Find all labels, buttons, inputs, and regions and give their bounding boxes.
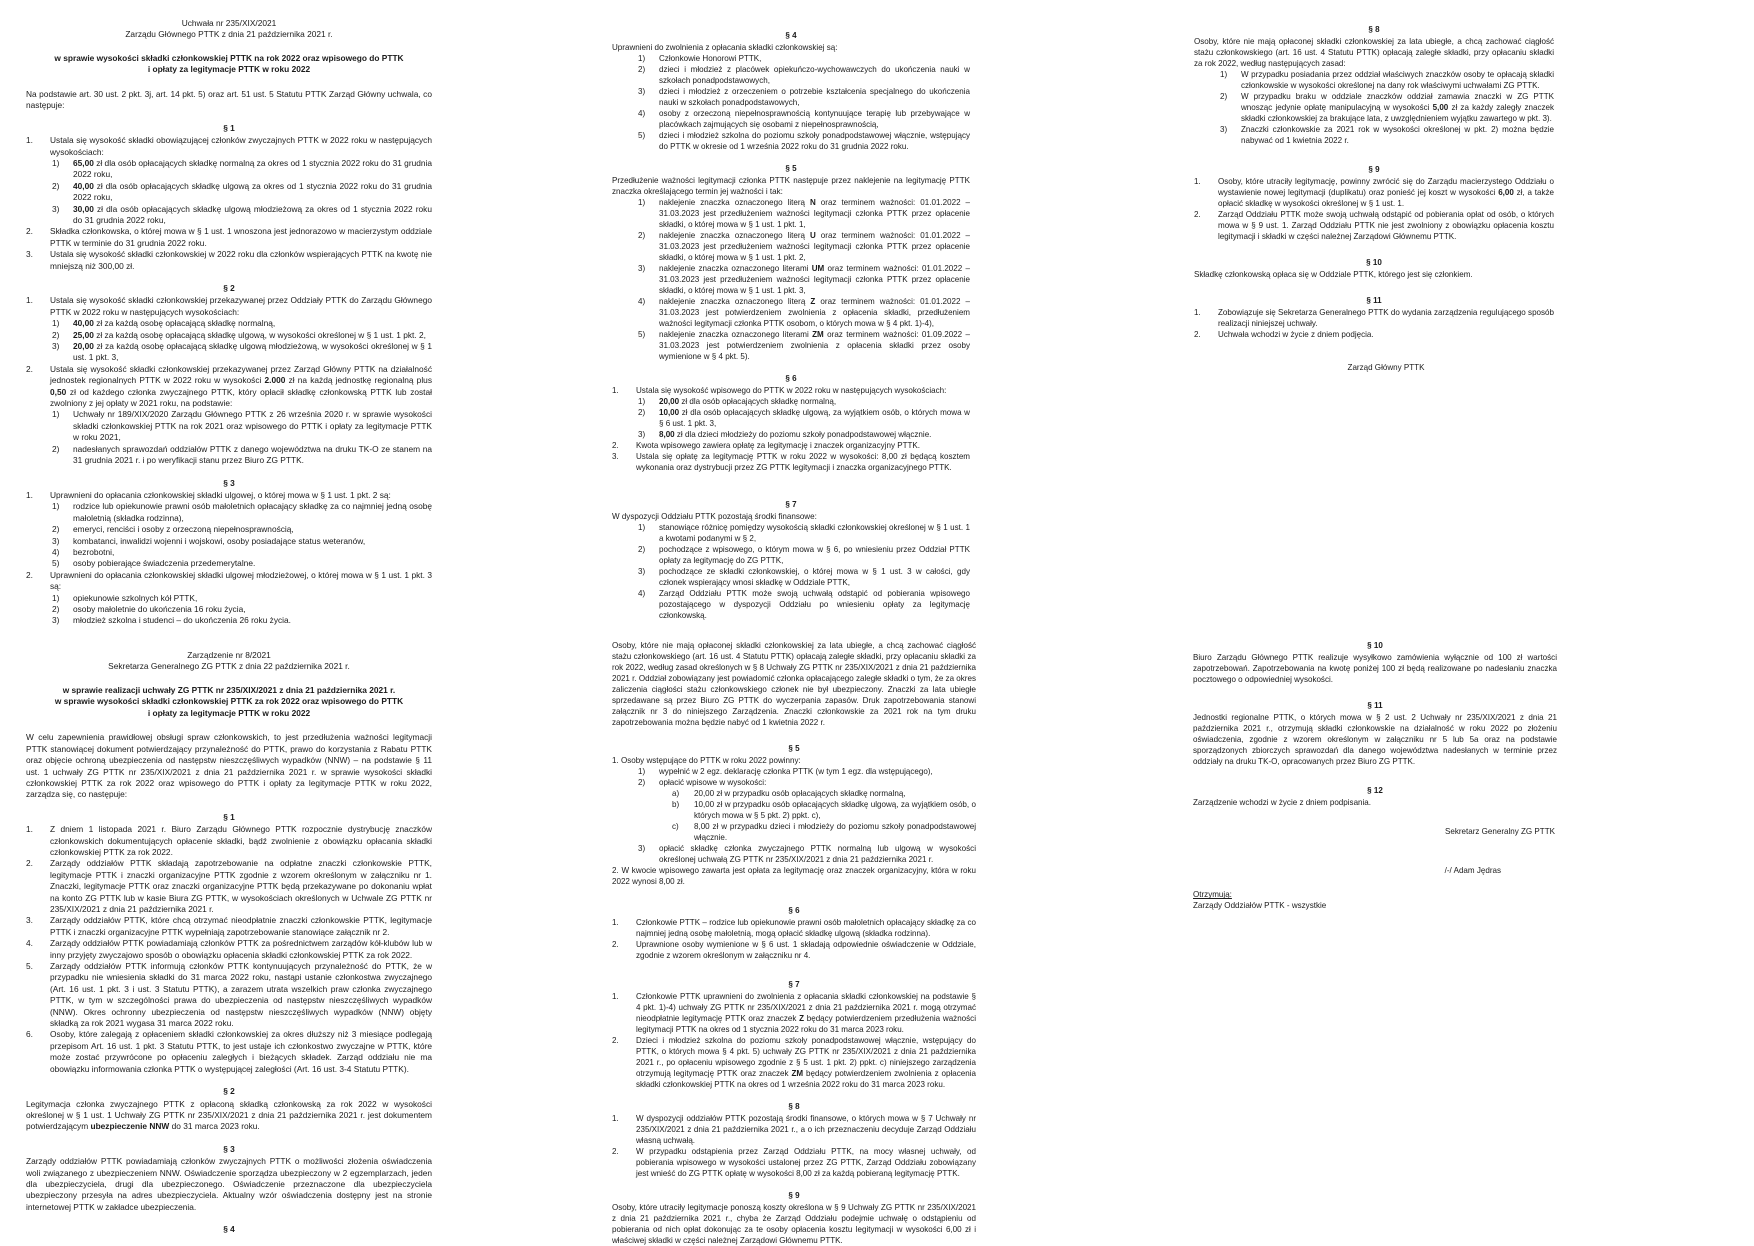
doc-subject-line: i opłaty za legitymacje PTTK w roku 2022 — [147, 64, 311, 75]
list-item — [26, 226, 432, 249]
sub-list-item — [638, 53, 970, 64]
list-item-text: 10,00 zł w przypadku osób opłacających składkę ulgową, za wyjątkiem osób, o których mowa w § 5 pkt. 2) ppkt. c), — [694, 800, 976, 821]
paragraph: Składkę członkowską opłaca się w Oddziale PTTK, którego jest się członkiem. — [1194, 269, 1473, 279]
list-item-text: Uchwała wchodzi w życie z dniem podjęcia. — [1218, 330, 1374, 340]
list-item-text: nadesłanych sprawozdań oddziałów PTTK z danego województwa na druku TK-O ze stanem na 31 grudnia 2021 r. i po weryfikacji stanu przez Biuro ZG PTTK. — [73, 443, 432, 466]
list-item-text: Zobowiązuje się Sekretarza Generalnego PTTK do wydania zarządzenia regulującego sposób realizacji niniejszej uchwały. — [1218, 308, 1554, 329]
list-marker: 2. — [612, 1035, 619, 1045]
page1-column3 — [1194, 24, 1554, 373]
list-item-text: Uprawnieni do opłacania członkowskiej składki ulgowej młodzieżowej, o której mowa w § 1 ust. 1 pkt. 3 są: — [50, 569, 432, 592]
list-marker: 4) — [638, 297, 646, 306]
list-item — [612, 1035, 976, 1090]
list-item-text: 40,00 zł dla osób opłacających składkę ulgową za okres od 1 stycznia 2022 roku do 31 grudnia 2022 roku, — [73, 180, 432, 203]
list-item — [1194, 307, 1554, 329]
doc-subject-line: i opłaty za legitymacje PTTK w roku 2022 — [147, 707, 311, 718]
list-item-text: 25,00 zł za każdą osobę opłacającą składkę ulgową, w wysokości określonej w § 1 ust. 1 pkt. 2, — [73, 329, 426, 340]
list-item-text: bezrobotni, — [73, 546, 115, 557]
list-item-text: 30,00 zł dla osób opłacających składkę ulgową młodzieżową za okres od 1 stycznia 2022 roku do 31 grudnia 2022 roku, — [73, 203, 432, 225]
sub-list-item — [638, 329, 970, 362]
section-heading: § 3 — [223, 1143, 235, 1154]
list-item-text: stanowiące różnicę pomiędzy wysokością składki członkowskiej określonej w § 1 ust. 1 a kwotami podanymi w § 2, — [659, 523, 970, 544]
list-item-text: Ustala się opłatę za legitymację PTTK w roku 2022 w wysokości: 8,00 zł będącą kosztem wykonania oraz dystrybucji przez ZG PTTK legitymacji i znaczka organizacyjnego PTTK. — [636, 452, 970, 472]
list-marker: 3. — [612, 452, 619, 461]
list-item-text: emeryci, renciści i osoby z orzeczoną niepełnosprawnością, — [73, 524, 294, 535]
list-item-text: osoby małoletnie do ukończenia 16 roku życia, — [73, 603, 246, 614]
sub-list-item — [52, 409, 432, 443]
list-item — [26, 570, 432, 593]
list-marker: 2) — [52, 443, 60, 454]
list-marker: 3. — [26, 915, 33, 926]
section-heading: § 11 — [1366, 296, 1382, 306]
list-item-text: naklejenie znaczka oznaczonego literami UM oraz terminem ważności: 01.01.2022 – 31.03.2023 jest przedłużeniem ważności legitymacji członka PTTK przez opłacenie składki, o której mowa w § 1 ust. 1 pkt. 3, — [659, 264, 970, 295]
paragraph: Jednostki regionalne PTTK, o których mowa w § 2 ust. 2 Uchwały nr 235/XIX/2021 z dnia 21 października 2021 r., otrzymują składki członkowskie na działalność w roku 2022 po złożeniu oświadczenia, zgodnie z wzorem określonym w załączniku nr 5 lub 5a oraz na podstawie sporządzonych zbiorczych sprawozdań dla danego województwa nadesłanych w terminie przez oddziały na druku TK-O, opracowanych przez Biuro ZG PTTK. — [1193, 713, 1557, 767]
list-item-text: osoby z orzeczoną niepełnosprawnością kontynuujące terapię lub przebywające w placówkach zajmujących się osobami z niepełnosprawnością, — [659, 109, 970, 129]
list-marker: 1) — [52, 157, 60, 168]
sub-list-item — [52, 204, 432, 227]
list-item-text: W przypadku odstąpienia przez Zarząd Oddziału PTTK, na mocy własnej uchwały, od pobierania wpisowego w wysokości ustalonej przez ZG PTTK, Zarząd Oddziału zobowiązany jest wnieść do ZG PTTK opłatę w wysokości 8,00 zł za każdą pobieraną legitymację PTTK. — [636, 1146, 976, 1178]
list-item — [612, 1113, 976, 1146]
list-marker: 2) — [52, 329, 60, 340]
list-marker: 3) — [638, 87, 646, 96]
list-marker: 2) — [52, 524, 60, 535]
list-item — [26, 858, 432, 915]
paragraph: 2. W kwocie wpisowego zawarta jest opłata za legitymację oraz znaczek organizacyjny, która w roku 2022 wynosi 8,00 zł. — [612, 866, 976, 887]
section-heading: § 2 — [223, 283, 235, 293]
list-item — [26, 295, 432, 318]
sub-sub-list-item — [672, 821, 976, 843]
list-marker: 1. — [26, 489, 33, 500]
list-item-text: dzieci i młodzież z placówek opiekuńczo-wychowawczych do ukończenia nauki w szkołach ponadpodstawowych, — [659, 65, 970, 85]
list-marker: 2. — [612, 1146, 619, 1156]
page2-column1 — [26, 650, 432, 1237]
list-item-text: Osoby, które utraciły legitymację, powinny zwrócić się do Zarządu macierzystego Oddziału o wystawienie nowej legitymacji (duplikatu) oraz ponieść jej koszt w wysokości 6,00 zł, a także opłacić składkę w wysokości określonej w § 1 ust. 1. — [1218, 176, 1554, 208]
page1-column1 — [26, 18, 432, 627]
list-marker: 5) — [638, 131, 646, 140]
list-item — [612, 385, 970, 396]
list-item-text: naklejenie znaczka oznaczonego literą N oraz terminem ważności: 01.01.2022 – 31.03.2023 jest przedłużeniem ważności legitymacji członka PTTK przez opłacenie składki, o której mowa w § 1 ust. 1 pkt. 1, — [659, 198, 971, 229]
list-item-text: rodzice lub opiekunowie prawni osób małoletnich opłacający składkę za co najmniej jedną osobę małoletnią (składka rodzinna), — [73, 501, 432, 523]
section-heading: § 5 — [785, 164, 797, 173]
recipients-item: Zarządy Oddziałów PTTK - wszystkie — [1193, 901, 1327, 911]
list-item-text: Ustala się wysokość składki obowiązującej członków zwyczajnych PTTK w 2022 roku w następujących wysokościach: — [50, 135, 432, 157]
list-item-text: Zarząd Oddziału PTTK może swoją uchwałą odstąpić od pobierania wpisowego pozostającego w dyspozycji Oddziału po wniesieniu opłaty za legitymację członkowską. — [659, 589, 970, 621]
list-item — [612, 1146, 976, 1179]
list-marker: 2) — [638, 65, 646, 74]
list-item-text: pochodzące ze składki członkowskiej, o której mowa w § 1 ust. 3 w całości, gdy członek wspierający wnosi składkę w Oddziale PTTK, — [659, 567, 970, 588]
list-item — [612, 939, 976, 961]
paragraph: Na podstawie art. 30 ust. 2 pkt. 3j, art. 14 pkt. 5) oraz art. 51 ust. 5 Statutu PTTK Zarząd Główny uchwala, co następuje: — [26, 88, 432, 111]
sub-list-item — [52, 341, 432, 364]
list-marker: 1) — [52, 501, 60, 512]
list-item-text: opłacić składkę członka zwyczajnego PTTK normalną lub ulgową w wysokości określonej uchwałą ZG PTTK nr 235/XIX/2021 z dnia 21 października 2021 r. — [659, 844, 976, 865]
list-item — [1194, 329, 1554, 340]
list-marker: 1. — [26, 824, 33, 835]
sub-list-item — [638, 263, 970, 296]
list-marker: 1. — [1194, 308, 1201, 318]
list-marker: 1) — [52, 592, 60, 603]
doc-title-line: Sekretarza Generalnego ZG PTTK z dnia 22 października 2021 r. — [108, 661, 350, 672]
signature-issuer: Zarząd Główny PTTK — [1347, 363, 1425, 373]
list-item-text: 10,00 zł dla osób opłacających składkę ulgową, za wyjątkiem osób, o których mowa w § 6 ust. 1 pkt. 3, — [659, 408, 970, 428]
list-marker: 3) — [52, 535, 60, 546]
list-marker: 3) — [638, 264, 646, 273]
sub-sub-list-item — [672, 799, 976, 821]
list-marker: 2) — [638, 408, 646, 417]
paragraph: W dyspozycji Oddziału PTTK pozostają środki finansowe: — [612, 512, 817, 522]
list-item-text: naklejenie znaczka oznaczonego literą U oraz terminem ważności: 01.01.2022 – 31.03.2023 jest przedłużeniem ważności legitymacji członka PTTK przez opłacenie składki, o której mowa w § 1 ust. 1 pkt. 2, — [659, 231, 971, 262]
sub-list-item — [52, 593, 432, 604]
sub-list-item — [638, 766, 976, 777]
list-item-text: Zarządy oddziałów PTTK, które chcą otrzymać nieodpłatnie znaczki członkowskie PTTK, legitymacje PTTK i znaczki organizacyjne PTTK wypełniają zapotrzebowanie stanowiące załącznik nr 2. — [50, 915, 432, 937]
sub-list-item — [52, 158, 432, 181]
list-marker: 3) — [638, 567, 646, 577]
list-marker: 2) — [638, 778, 646, 788]
list-marker: b) — [672, 800, 680, 810]
list-item-text: W dyspozycji oddziałów PTTK pozostają środki finansowe, o których mowa w § 7 Uchwały nr 235/XIX/2021 z dnia 21 października 2021 r., a o ich przeznaczeniu decyduje Zarząd Oddziału własną uchwałą. — [636, 1113, 976, 1145]
list-marker: 2) — [638, 231, 646, 240]
list-item-text: naklejenie znaczka oznaczonego literą Z oraz terminem ważności: 01.01.2022 – 31.03.2023 jest potwierdzeniem zwolnienia z opłacenia składki, przedłużeniem ważności legitymacji członka PTTK osobom, o których mowa w § 4 pkt. 1)-4), — [659, 297, 971, 328]
list-marker: 4) — [52, 546, 60, 557]
list-item — [26, 1029, 432, 1075]
sub-list-item — [1220, 124, 1554, 146]
sub-list-item — [638, 566, 970, 588]
list-marker: 5) — [52, 558, 60, 569]
list-marker: 2. — [1194, 330, 1201, 340]
doc-title-line: Uchwała nr 235/XIX/2021 — [181, 18, 277, 28]
recipients-heading: Otrzymują: — [1193, 890, 1232, 900]
list-item-text: Zarządy oddziałów PTTK składają zapotrzebowanie na odpłatne znaczki członkowskie PTTK, legitymacje PTTK i znaczki organizacyjne PTTK zgodnie z wzorem określonym w załączniku nr 1. Znaczki, legitymacje PTTK oraz znaczki organizacyjne PTTK będą przekazywane po dokonaniu wpłat na konto ZG PTTK lub w kasie Biura ZG PTTK, w wysokościach określonych w Uchwale ZG PTTK nr 235/XIX/2021 z dnia 21 października 2021 r. — [50, 858, 432, 914]
list-item — [26, 364, 432, 410]
sub-list-item — [52, 547, 432, 558]
paragraph: Przedłużenie ważności legitymacji członka PTTK następuje przez naklejenie na legitymację PTTK znaczka określającego termin jej ważności i tak: — [612, 176, 970, 196]
list-item-text: 8,00 zł dla dzieci młodzieży do poziomu szkoły ponadpodstawowej włącznie. — [659, 430, 932, 439]
sub-list-item — [52, 615, 432, 626]
sub-list-item — [638, 843, 976, 865]
doc-subject-line: w sprawie realizacji uchwały ZG PTTK nr 235/XIX/2021 z dnia 21 października 2021 r. — [62, 684, 396, 695]
list-item-text: dzieci i młodzież szkolna do poziomu szkoły ponadpodstawowej włącznie, wstępujący do PTTK w okresie od 1 września 2022 roku do 31 grudnia 2022 roku. — [659, 131, 970, 151]
list-item-text: pochodzące z wpisowego, o którym mowa w § 6, po wniesieniu przez Oddział PTTK opłaty za legitymację do ZG PTTK, — [659, 545, 970, 566]
list-item — [612, 440, 970, 451]
page1-column2 — [612, 30, 970, 621]
page2-column3 — [1193, 640, 1557, 911]
list-marker: 2) — [638, 545, 646, 555]
section-heading: § 9 — [788, 1190, 800, 1200]
section-heading: § 7 — [788, 979, 800, 989]
sub-list-item — [52, 536, 432, 547]
list-item-text: Ustala się wysokość wpisowego do PTTK w 2022 roku w następujących wysokościach: — [636, 386, 947, 395]
list-marker: 3) — [52, 203, 60, 214]
list-item-text: młodzież szkolna i studenci – do ukończenia 26 roku życia. — [73, 615, 291, 626]
paragraph: Legitymacja członka zwyczajnego PTTK z opłaconą składką członkowską za rok 2022 w wysokości określonej w § 1 ust. 1 Uchwały ZG PTTK nr 235/XIX/2021 z dnia 21 października 2021 r. jest dokumentem potwierdzającym ubezpieczenie NNW do 31 marca 2023 roku. — [26, 1098, 432, 1132]
section-heading: § 8 — [788, 1101, 800, 1111]
sub-list-item — [638, 130, 970, 152]
section-heading: § 10 — [1367, 641, 1383, 650]
list-marker: 1) — [52, 409, 60, 420]
list-item-text: Uchwały nr 189/XIX/2020 Zarządu Głównego PTTK z 26 września 2020 r. w sprawie wysokości składki członkowskiej PTTK na rok 2021 oraz wpisowego do PTTK i opłaty za legitymacje PTTK w roku 2021, — [73, 409, 432, 443]
list-item-text: naklejenie znaczka oznaczonego literami ZM oraz terminem ważności: 01.09.2022 – 31.03.2023 jest potwierdzeniem zwolnienia z opłacenia składki przez osoby wymienione w § 4 pkt. 5). — [659, 330, 970, 361]
section-heading: § 6 — [788, 905, 800, 915]
sub-list-item — [52, 318, 432, 329]
section-heading: § 9 — [1368, 164, 1380, 174]
list-item — [1194, 176, 1554, 209]
list-item-text: Zarząd Oddziału PTTK może swoją uchwałą odstąpić od pobierania opłat od osób, o których mowa w § 9 ust. 1. Zarząd Oddziału PTTK nie jest zwolniony z obowiązku opłacenia kosztu legitymacji i składki w części należnej Zarządowi Głównemu PTTK. — [1218, 209, 1554, 241]
list-item-text: opłacić wpisowe w wysokości: — [659, 778, 767, 788]
list-item-text: Członkowie PTTK – rodzice lub opiekunowie prawni osób małoletnich opłacający składkę za co najmniej jedną osobę małoletnią, mogą opłacić składkę ulgową (składka rodzinna). — [636, 917, 976, 938]
list-marker: 3) — [638, 430, 646, 439]
list-marker: 2. — [1194, 209, 1201, 219]
section-heading: § 11 — [1367, 701, 1383, 711]
paragraph: W celu zapewnienia prawidłowej obsługi spraw członkowskich, to jest przedłużenia ważności legitymacji PTTK stanowiącej dokument potwierdzający przynależność do PTTK, prawo do korzystania z Rabatu PTTK oraz objęcie ochroną ubezpieczenia od następstw nieszczęśliwych wypadków (NNW) – na podstawie § 11 ust. 1 uchwały ZG PTTK nr 235/XIX/2021 z dnia 21 października 2021 r. w sprawie wysokości składki członkowskiej PTTK za rok 2022 oraz wpisowego do PTTK i opłaty za legitymacje PTTK w roku 2022, zarządza się, co następuje: — [26, 732, 432, 800]
list-marker: 1. — [612, 1113, 619, 1123]
sub-list-item — [638, 230, 970, 263]
list-marker: 1) — [638, 54, 646, 63]
signature-name: /-/ Adam Jędras — [1444, 866, 1501, 876]
sub-list-item — [638, 407, 970, 429]
list-marker: 1) — [638, 523, 646, 533]
sub-list-item — [52, 330, 432, 341]
sub-list-item — [638, 777, 976, 788]
list-item-text: kombatanci, inwalidzi wojenni i wojskowi, osoby posiadające status weteranów, — [73, 535, 366, 546]
list-marker: 3) — [52, 615, 60, 626]
list-item-text: 40,00 zł za każdą osobę opłacającą składkę normalną, — [73, 318, 276, 329]
list-item-text: dzieci i młodzież z orzeczeniem o potrzebie kształcenia specjalnego do ukończenia nauki w szkołach ponadpodstawowych, — [659, 87, 970, 107]
list-marker: 1) — [638, 397, 646, 406]
sub-list-item — [638, 86, 970, 108]
list-item-text: opiekunowie szkolnych kół PTTK, — [73, 592, 198, 603]
list-marker: 2) — [52, 603, 60, 614]
list-item-text: W przypadku braku w oddziale znaczków oddział zamawia znaczki w ZG PTTK wnosząc jedynie opłatę manipulacyjną w wysokości 5,00 zł za każdy zaległy znaczek składki członkowskiej za brakujące lata, z uwzględnieniem wyjątku zawartego w pkt. 3). — [1241, 92, 1554, 123]
list-item-text: wypełnić w 2 egz. deklarację członka PTTK (w tym 1 egz. dla wstępującego), — [659, 767, 933, 777]
list-item-text: Zarządy oddziałów PTTK informują członków PTTK kontynuujących przynależność do PTTK, że w przypadku nie wniesienia składki do 31 marca 2022 roku, nastąpi ustanie członkostwa zwyczajnego (Art. 16 ust. 1 pkt. 3 i ust. 3 Statutu PTTK), a zarazem utrata wszelkich praw członka zwyczajnego PTTK, w tym w szczególności prawa do ubezpieczenia od następstw nieszczęśliwych wypadków (NNW). Okres ochronny ubezpieczenia od następstw nieszczęśliwych wypadków (NNW) objęty składką za rok 2021 wygasa 31 marca 2022 roku. — [50, 961, 432, 1029]
list-marker: 3. — [26, 249, 33, 260]
list-item — [612, 991, 976, 1035]
list-item-text: W przypadku posiadania przez oddział właściwych znaczków osoby te opłacają składki członkowskie w wysokości określonej na dany rok właściwymi uchwałami ZG PTTK. — [1241, 70, 1554, 90]
list-item-text: Składka członkowska, o której mowa w § 1 ust. 1 wnoszona jest jednorazowo w macierzystym oddziale PTTK w terminie do 31 grudnia 2022 roku. — [50, 226, 432, 248]
list-item — [26, 824, 432, 858]
list-item — [26, 938, 432, 961]
sub-list-item — [638, 522, 970, 544]
list-marker: 1) — [638, 767, 646, 777]
section-heading: § 7 — [785, 500, 797, 510]
section-heading: § 8 — [1368, 25, 1380, 34]
list-item-text: Uprawnieni do opłacania członkowskiej składki ulgowej, o której mowa w § 1 ust. 1 pkt. 2 są: — [50, 489, 391, 500]
list-marker: 2. — [612, 441, 619, 450]
doc-title-line: Zarządu Głównego PTTK z dnia 21 października 2021 r. — [125, 29, 333, 40]
list-marker: 2. — [26, 226, 33, 237]
section-heading: § 1 — [223, 811, 235, 822]
list-item — [612, 917, 976, 939]
section-heading: § 6 — [785, 374, 797, 383]
list-marker: 1) — [1220, 70, 1228, 79]
list-item-text: Znaczki członkowskie za 2021 rok w wysokości określonej w pkt. 2) można będzie nabywać od 1 kwietnia 2022 r. — [1241, 125, 1554, 145]
sub-list-item — [638, 108, 970, 130]
list-item-text: 65,00 zł dla osób opłacających składkę normalną za okres od 1 stycznia 2022 roku do 31 grudnia 2022 roku, — [73, 157, 433, 180]
sub-list-item — [52, 501, 432, 524]
list-marker: 1) — [52, 318, 60, 329]
list-item-text: Członkowie PTTK uprawnieni do zwolnienia z opłacania składki członkowskiej na podstawie § 4 pkt. 1)-4) uchwały ZG PTTK nr 235/XIX/2021 z dnia 21 października 2021 r. mogą otrzymać nieodpłatnie legitymację PTTK oraz znaczek Z będący potwierdzeniem przedłużenia ważności legitymacji PTTK na okres od 1 stycznia 2022 roku do 31 marca 2023 roku. — [636, 991, 976, 1034]
sub-list-item — [638, 544, 970, 566]
list-marker: 4. — [26, 938, 33, 949]
list-item-text: Z dniem 1 listopada 2021 r. Biuro Zarządu Głównego PTTK rozpocznie dystrybucję znaczków członkowskich dokumentujących opłacenie składki, bądź zwolnienie z obowiązku opłacania składki członkowskiej PTTK za rok 2022. — [50, 824, 432, 857]
section-heading: § 4 — [785, 31, 797, 40]
list-marker: 2) — [52, 180, 60, 191]
sub-list-item — [52, 558, 432, 569]
list-item — [26, 915, 432, 938]
paragraph: Zarządzenie wchodzi w życie z dniem podpisania. — [1193, 797, 1372, 807]
list-item-text: Uprawnione osoby wymienione w § 6 ust. 1 składają odpowiednie oświadczenie w Oddziale, zgodnie z wzorem określonym w załączniku nr 4. — [636, 939, 976, 960]
list-marker: 1. — [1194, 176, 1201, 186]
sub-list-item — [52, 524, 432, 535]
page2-column2 — [612, 640, 976, 1246]
paragraph: Biuro Zarządu Głównego PTTK realizuje wysyłkowo zamówienia wyłącznie od 100 zł wartości zapotrzebowań. Zapotrzebowania na kwotę poniżej 100 zł będą realizowane po nadesłaniu znaczka pocztowego o odpowiedniej wysokości. — [1193, 653, 1557, 684]
sub-sub-list-item — [672, 788, 976, 799]
paragraph: Zarządy oddziałów PTTK powiadamiają członków zwyczajnych PTTK o możliwości złożenia oświadczenia woli związanego z ubezpieczeniem NNW. Oświadczenie sporządza ubezpieczony w 2 egzemplarzach, jeden dla ubezpieczyciela, drugi dla ubezpieczonego. Oświadczenie przeznaczone dla ubezpieczyciela ubezpieczony przesyła na adres ubezpieczyciela. Aktualny wzór oświadczenia dostępny jest na stronie internetowej PTTK w zakładce ubezpieczenia. — [26, 1156, 432, 1212]
doc-subject-line: w sprawie wysokości składki członkowskiej PTTK na rok 2022 oraz wpisowego do PTTK — [54, 52, 404, 63]
list-marker: 5) — [638, 330, 646, 339]
list-item-text: Kwota wpisowego zawiera opłatę za legitymację i znaczek organizacyjny PTTK. — [636, 441, 921, 450]
list-marker: 2. — [26, 363, 33, 374]
section-heading: § 10 — [1366, 257, 1382, 267]
list-marker: 1. — [612, 991, 619, 1001]
paragraph: Uprawnieni do zwolnienia z opłacania składki członkowskiej są: — [612, 43, 838, 52]
list-marker: 2. — [26, 858, 33, 869]
list-marker: 3) — [1220, 125, 1228, 134]
list-item — [26, 961, 432, 1029]
sub-list-item — [638, 64, 970, 86]
list-marker: 1) — [638, 198, 646, 207]
section-heading: § 2 — [223, 1086, 235, 1097]
list-item-text: Ustala się wysokość składki członkowskiej przekazywanej przez Zarząd Główny PTTK na działalność jednostek regionalnych PTTK w 2022 roku w wysokości 2.000 zł na każdą jednostkę regionalną plus 0,50 zł od każdego członka zwyczajnego PTTK, który opłacił składkę członkowską PTTK lub został zwolniony z jej opłaty w 2021 roku, na podstawie: — [50, 363, 432, 409]
list-marker: 2) — [1220, 92, 1228, 101]
section-heading: § 1 — [223, 122, 235, 133]
sub-list-item — [52, 444, 432, 467]
list-marker: 1. — [612, 917, 619, 927]
list-marker: 1. — [612, 386, 619, 395]
paragraph: Osoby, które nie mają opłaconej składki członkowskiej za lata ubiegłe, a chcą zachować ciągłość stażu członkowskiego (art. 16 ust. 4 Statutu PTTK) opłacają zaległe składki, przy opłacaniu składki za rok 2022, według zasad określonych w § 8 Uchwały ZG PTTK nr 235/XIX/2021 z dnia 21 października 2021 r. Oddział zobowiązany jest powiadomić członka opłacającego zaległe składki o tym, że za okres zaliczenia ciągłości stażu członkowskiego członek nie był ubezpieczony. Znaczki za lata ubiegłe sprzedawane są przez Biuro ZG PTTK do wyczerpania zapasów. Druk zapotrzebowania stanowi załącznik nr 3 do niniejszego Zarządzenia. Znaczki członkowskie za 2021 rok na tym druku zapotrzebowania można będzie nabyć od 1 kwietnia 2022 r. — [612, 641, 976, 727]
doc-subject-line: w sprawie wysokości składki członkowskiej PTTK za rok 2022 oraz wpisowego do PTTK — [54, 696, 404, 707]
signature-title: Sekretarz Generalny ZG PTTK — [1444, 826, 1555, 836]
list-marker: 1. — [26, 135, 33, 146]
sub-list-item — [638, 197, 970, 230]
sub-list-item — [638, 588, 970, 621]
list-item — [26, 135, 432, 158]
section-heading: § 3 — [223, 477, 235, 488]
list-marker: a) — [672, 789, 680, 799]
list-item-text: 20,00 zł za każdą osobę opłacającą składkę ulgową młodzieżową, w wysokości określonej w § 1 ust. 1 pkt. 3, — [73, 341, 432, 363]
list-item-text: Ustala się wysokość składki członkowskiej przekazywanej przez Oddziały PTTK do Zarządu Głównego PTTK w 2022 roku w następujących wysokościach: — [50, 295, 432, 317]
list-item — [1194, 209, 1554, 242]
list-marker: 1. — [26, 295, 33, 306]
list-marker: 6. — [26, 1029, 33, 1040]
doc-title-line: Zarządzenie nr 8/2021 — [187, 650, 271, 660]
section-heading: § 5 — [788, 744, 800, 754]
list-item — [612, 451, 970, 473]
list-item-text: Członkowie Honorowi PTTK, — [659, 54, 762, 63]
sub-list-item — [1220, 91, 1554, 124]
paragraph: Osoby, które nie mają opłaconej składki członkowskiej za lata ubiegłe, a chcą zachować ciągłość stażu członkowskiego (art. 16 ust. 4 Statutu PTTK) opłacają zaległe składki, przy opłacaniu składki za rok 2022, według następujących zasad: — [1194, 37, 1554, 68]
section-heading: § 12 — [1367, 785, 1383, 795]
list-item — [26, 249, 432, 272]
list-item-text: Osoby, które zalegają z opłaceniem składki członkowskiej za okres dłuższy niż 3 miesiące podlegają przepisom Art. 16 ust. 1 pkt. 3 Statutu PTTK, to jest ustaje ich członkostwo zwyczajne w PTTK, które może zostać przywrócone po opłaceniu zaległych i bieżących składek. Zarząd oddziału nie ma obowiązku informowania członka PTTK o występującej zaległości (Art. 16 ust. 3-4 Statutu PTTK). — [50, 1029, 432, 1074]
list-marker: 5. — [26, 961, 33, 972]
list-item-text: 20,00 zł dla osób opłacających składkę normalną, — [659, 397, 837, 406]
sub-list-item — [1220, 69, 1554, 91]
list-marker: 2. — [26, 569, 33, 580]
paragraph: 1. Osoby wstępujące do PTTK w roku 2022 powinny: — [612, 756, 801, 766]
list-marker: 3) — [52, 341, 60, 352]
list-item-text: 8,00 zł w przypadku dzieci i młodzieży do poziomu szkoły ponadpodstawowej włącznie. — [694, 822, 976, 843]
list-marker: c) — [672, 822, 679, 832]
list-marker: 2. — [612, 939, 619, 949]
list-item — [26, 490, 432, 501]
list-item-text: osoby pobierające świadczenia przedemerytalne. — [73, 558, 256, 569]
list-item-text: Zarządy oddziałów PTTK powiadamiają członków PTTK za pośrednictwem zarządów kół-klubów lub w inny przyjęty zwyczajowo sposób o obowiązku opłacenia składki członkowskiej PTTK za rok 2022. — [50, 938, 432, 960]
paragraph: Osoby, które utraciły legitymacje ponoszą koszty określona w § 9 Uchwały ZG PTTK nr 235/XIX/2021 z dnia 21 października 2021 r., chyba że Zarząd Oddziału podejmie uchwałę o odstąpieniu od pobierania od nich opłat dokonując za te osoby opłacenia kosztu legitymacji w wysokości 6,00 zł i właściwej składki w części należnej Zarządowi Głównemu PTTK. — [612, 1202, 976, 1245]
list-item-text: Dzieci i młodzież szkolna do poziomu szkoły ponadpodstawowej włącznie, wstępujący do PTTK, o których mowa § 4 pkt. 5) uchwały ZG PTTK nr 235/XIX/2021 z dnia 21 października 2021 r., po opłaceniu wpisowego zgodnie z § 5 ust. 1 pkt. 2) ppkt. c) niniejszego zarządzenia otrzymują legitymację PTTK oraz znaczek ZM będący potwierdzeniem zwolnienia z opłacenia składki członkowskiej PTTK na okres od 1 września 2022 roku do 31 marca 2023 roku. — [636, 1035, 977, 1089]
list-marker: 3) — [638, 844, 646, 854]
list-marker: 4) — [638, 109, 646, 118]
sub-list-item — [52, 181, 432, 204]
sub-list-item — [52, 604, 432, 615]
section-heading: § 4 — [223, 1224, 235, 1235]
sub-list-item — [638, 396, 970, 407]
list-item-text: 20,00 zł w przypadku osób opłacających składkę normalną, — [694, 789, 906, 799]
sub-list-item — [638, 429, 970, 440]
list-marker: 4) — [638, 589, 646, 599]
sub-list-item — [638, 296, 970, 329]
list-item-text: Ustala się wysokość składki członkowskiej w 2022 roku dla członków wspierających PTTK na kwotę nie mniejszą niż 300,00 zł. — [50, 249, 432, 271]
